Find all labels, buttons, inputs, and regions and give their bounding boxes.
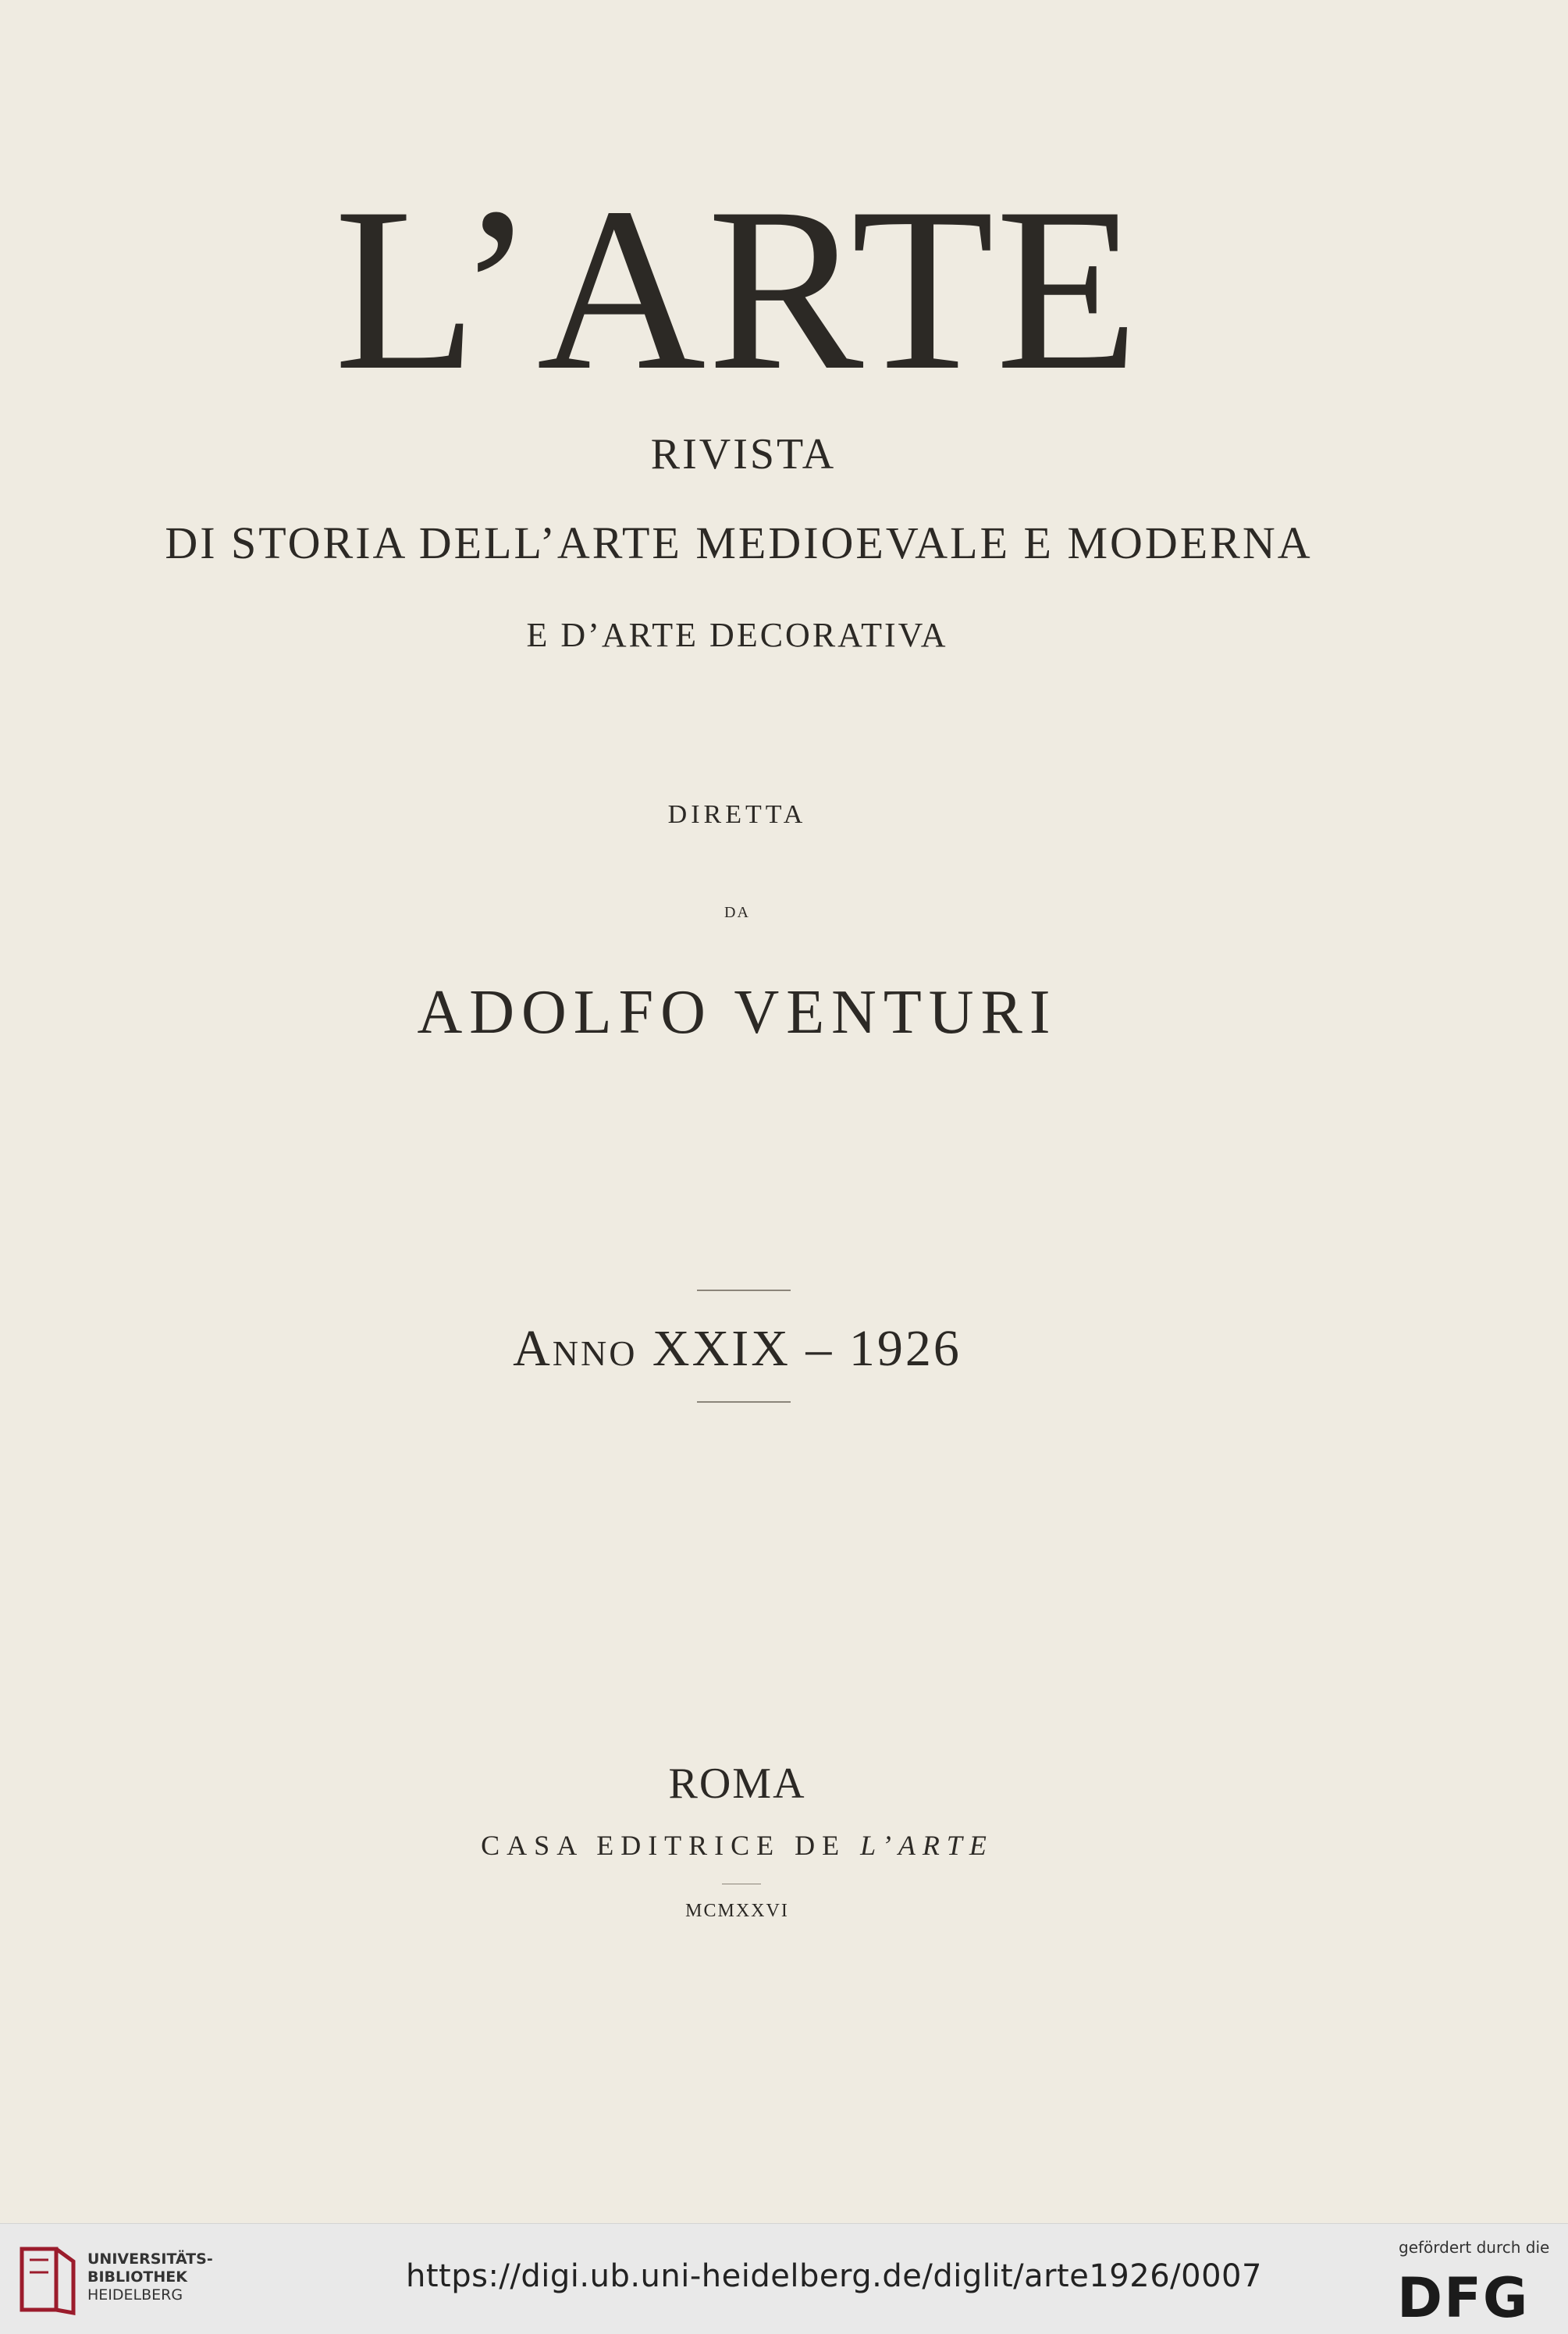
sponsor-caption: gefördert durch die [1399, 2238, 1550, 2257]
by-label: DA [724, 904, 750, 921]
directed-label: DIRETTA [667, 800, 807, 829]
journal-subtitle: DI STORIA DELL’ARTE MEDIOEVALE E MODERNA [165, 518, 1313, 568]
permalink-url[interactable]: https://digi.ub.uni-heidelberg.de/diglit/arte1926/0007 [406, 2258, 1262, 2294]
publisher-prefix: CASA EDITRICE DE [481, 1830, 847, 1861]
library-name [87, 2250, 213, 2304]
library-line-1: UNIVERSITÄTS- [87, 2250, 213, 2268]
publication-year-roman: MCMXXVI [685, 1901, 789, 1921]
anno-label: Anno [513, 1320, 638, 1377]
journal-subtitle-2: E D’ARTE DECORATIVA [526, 616, 948, 654]
dfg-logo[interactable]: DFG [1397, 2266, 1530, 2330]
publication-city: ROMA [668, 1759, 806, 1808]
journal-kind: RIVISTA [650, 430, 837, 479]
journal-title: L’ARTE [334, 159, 1140, 418]
divider-top [697, 1290, 791, 1291]
ub-heidelberg-logo-icon[interactable] [19, 2241, 78, 2316]
divider-bottom [697, 1401, 791, 1403]
library-line-3: HEIDELBERG [87, 2286, 183, 2304]
footer-bar [0, 2223, 1568, 2334]
publisher-line [0, 1829, 1521, 1862]
publisher-name: L’ARTE [860, 1830, 994, 1861]
anno-volume: XXIX – 1926 [652, 1320, 962, 1377]
volume-line [0, 1319, 1521, 1379]
editor-name: ADOLFO VENTURI [417, 978, 1058, 1047]
library-line-2: BIBLIOTHEK [87, 2268, 187, 2286]
